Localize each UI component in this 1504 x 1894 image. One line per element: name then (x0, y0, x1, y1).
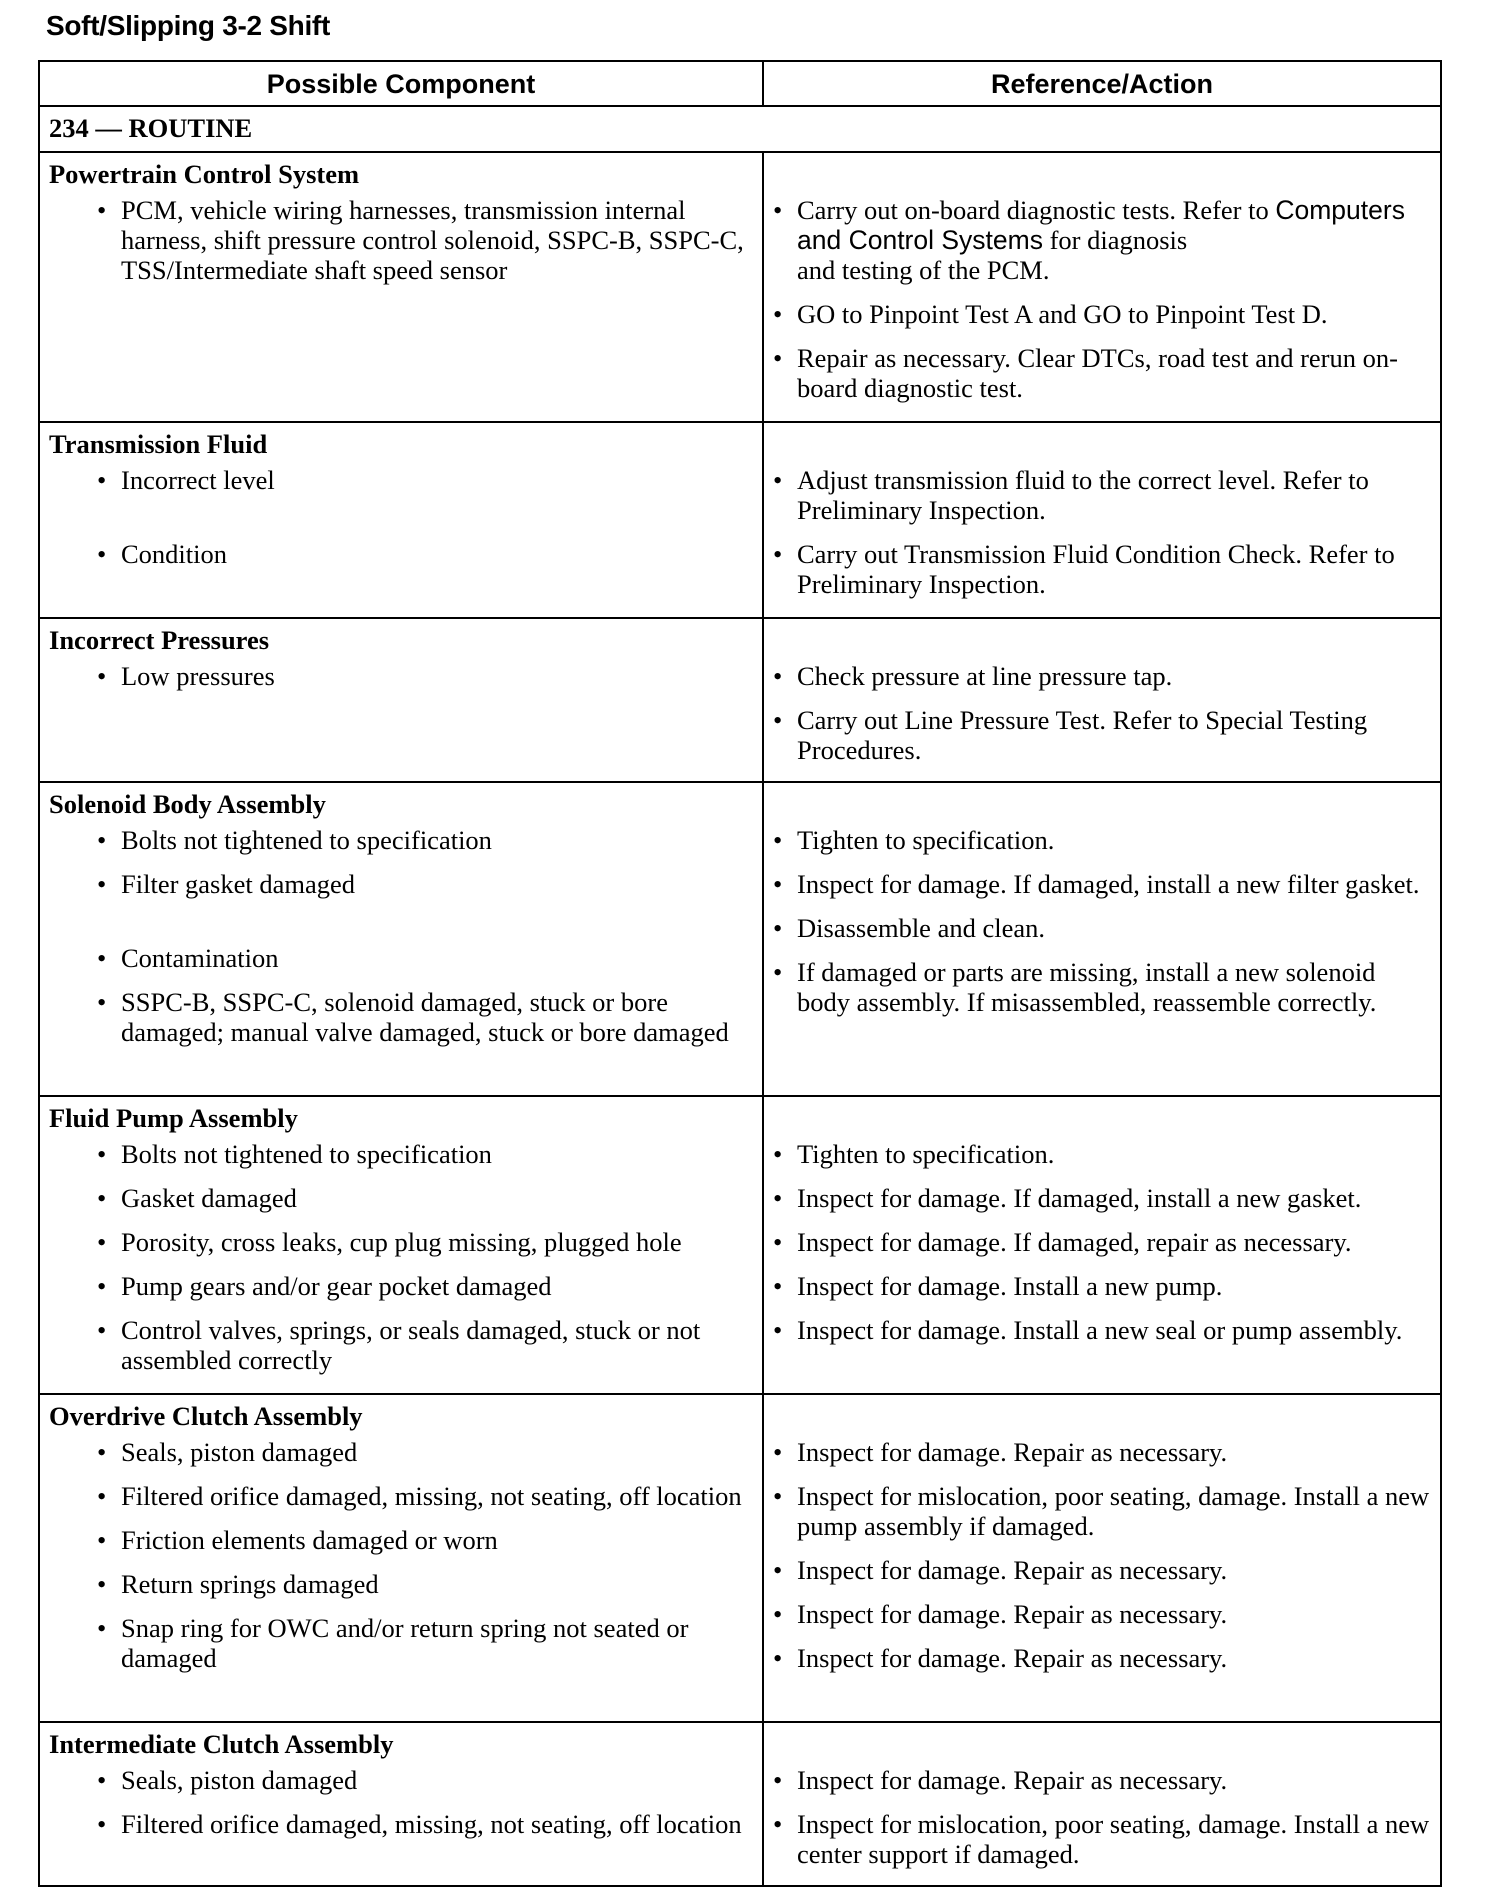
bullet-icon: • (97, 195, 107, 225)
table-row (39, 618, 1441, 782)
list-item: • Inspect for mislocation, poor seating, damage. Install a new center support if damaged. (773, 1809, 1430, 1869)
action-cell (763, 618, 1441, 782)
list-item: • Tighten to specification. (773, 1139, 1055, 1169)
diagnosis-table (38, 60, 1442, 1887)
bullet-icon: • (97, 943, 107, 973)
list-item: • Seals, piston damaged (97, 1765, 358, 1795)
bullet-icon: • (773, 465, 783, 495)
list-item: • SSPC-B, SSPC-C, solenoid damaged, stuck or bore damaged; manual valve damaged, stuck or bore damaged (97, 987, 729, 1047)
component-cell (39, 152, 763, 422)
list-item: • Inspect for damage. If damaged, repair as necessary. (773, 1227, 1352, 1257)
bullet-icon: • (773, 1271, 783, 1301)
list-item: • Inspect for damage. If damaged, install a new filter gasket. (773, 869, 1420, 899)
bullet-icon: • (773, 1809, 783, 1839)
routine-label: 234 — ROUTINE (39, 106, 1441, 152)
bullet-icon: • (97, 1613, 107, 1643)
list-item: • Inspect for damage. Install a new seal or pump assembly. (773, 1315, 1403, 1345)
bullet-icon: • (97, 825, 107, 855)
list-item: • Carry out on-board diagnostic tests. Refer to Computers and Control Systems for diagnosis and testing of the PCM. (773, 195, 1405, 285)
bullet-icon: • (773, 1315, 783, 1345)
bullet-icon: • (773, 869, 783, 899)
group-title: Solenoid Body Assembly (49, 789, 326, 819)
list-item: • Bolts not tightened to specification (97, 1139, 492, 1169)
component-cell (39, 1096, 763, 1394)
action-cell (763, 782, 1441, 1096)
bullet-icon: • (773, 195, 783, 225)
list-item: • Disassemble and clean. (773, 913, 1045, 943)
table-row (39, 422, 1441, 618)
list-item: • Tighten to specification. (773, 825, 1055, 855)
bullet-icon: • (773, 1227, 783, 1257)
bullet-icon: • (773, 539, 783, 569)
bullet-icon: • (97, 1569, 107, 1599)
bullet-icon: • (97, 1809, 107, 1839)
group-title: Incorrect Pressures (49, 625, 270, 655)
bullet-icon: • (773, 1183, 783, 1213)
bullet-icon: • (773, 957, 783, 987)
list-item: • Inspect for damage. Repair as necessary. (773, 1599, 1228, 1629)
list-item: • Filtered orifice damaged, missing, not seating, off location (97, 1809, 742, 1839)
bullet-icon: • (773, 1437, 783, 1467)
list-item: • Return springs damaged (97, 1569, 379, 1599)
list-item: • Inspect for damage. Repair as necessary. (773, 1643, 1228, 1673)
bullet-icon: • (97, 1183, 107, 1213)
list-item: • Check pressure at line pressure tap. (773, 661, 1173, 691)
bullet-icon: • (773, 1555, 783, 1585)
action-cell (763, 1394, 1441, 1722)
list-item: • GO to Pinpoint Test A and GO to Pinpoint Test D. (773, 299, 1328, 329)
component-cell (39, 1394, 763, 1722)
table-row (39, 152, 1441, 422)
bullet-icon: • (773, 1765, 783, 1795)
group-title: Fluid Pump Assembly (49, 1103, 298, 1133)
list-item: • Repair as necessary. Clear DTCs, road test and rerun on-board diagnostic test. (773, 343, 1398, 403)
table-row (39, 782, 1441, 1096)
list-item: • Inspect for mislocation, poor seating, damage. Install a new pump assembly if damaged. (773, 1481, 1430, 1541)
action-cell (763, 1096, 1441, 1394)
list-item: • Inspect for damage. Install a new pump. (773, 1271, 1223, 1301)
list-item: • Inspect for damage. Repair as necessary. (773, 1765, 1228, 1795)
list-item: • Friction elements damaged or worn (97, 1525, 498, 1555)
component-cell (39, 1722, 763, 1886)
header-action: Reference/Action (763, 61, 1441, 106)
group-title: Powertrain Control System (49, 159, 360, 189)
reference-link[interactable]: Computers and Control Systems (797, 195, 1405, 255)
component-cell (39, 618, 763, 782)
component-cell (39, 422, 763, 618)
list-item: • Carry out Line Pressure Test. Refer to Special Testing Procedures. (773, 705, 1368, 765)
bullet-icon: • (773, 661, 783, 691)
list-item: • If damaged or parts are missing, install a new solenoid body assembly. If misassembled, reassemble correctly. (773, 957, 1377, 1017)
header-component: Possible Component (39, 61, 763, 106)
bullet-icon: • (97, 465, 107, 495)
bullet-icon: • (773, 1599, 783, 1629)
group-title: Intermediate Clutch Assembly (49, 1729, 394, 1759)
action-cell (763, 152, 1441, 422)
list-item: • Adjust transmission fluid to the correct level. Refer to Preliminary Inspection. (773, 465, 1369, 525)
list-item: • PCM, vehicle wiring harnesses, transmission internal harness, shift pressure control solenoid, SSPC-B, SSPC-C, TSS/Intermediate shaft speed sensor (97, 195, 744, 285)
bullet-icon: • (773, 913, 783, 943)
bullet-icon: • (773, 1481, 783, 1511)
bullet-icon: • (773, 1643, 783, 1673)
bullet-icon: • (97, 1139, 107, 1169)
bullet-icon: • (97, 539, 107, 569)
list-item: • Contamination (97, 943, 279, 973)
bullet-icon: • (773, 299, 783, 329)
list-item: • Inspect for damage. Repair as necessary. (773, 1437, 1228, 1467)
group-title: Transmission Fluid (49, 429, 268, 459)
bullet-icon: • (97, 987, 107, 1017)
page-title: Soft/Slipping 3-2 Shift (46, 10, 330, 41)
list-item: • Filter gasket damaged (97, 869, 356, 899)
bullet-icon: • (97, 1315, 107, 1345)
bullet-icon: • (97, 1481, 107, 1511)
list-item: • Gasket damaged (97, 1183, 297, 1213)
list-item: • Low pressures (97, 661, 275, 691)
list-item: • Condition (97, 539, 228, 569)
list-item: • Snap ring for OWC and/or return spring not seated or damaged (97, 1613, 689, 1673)
table-row (39, 1394, 1441, 1722)
routine-row (39, 106, 1441, 152)
list-item: • Seals, piston damaged (97, 1437, 358, 1467)
table-row (39, 1722, 1441, 1886)
list-item: • Filtered orifice damaged, missing, not seating, off location (97, 1481, 742, 1511)
bullet-icon: • (773, 705, 783, 735)
bullet-icon: • (97, 1437, 107, 1467)
list-item: • Inspect for damage. Repair as necessary. (773, 1555, 1228, 1585)
list-item: • Inspect for damage. If damaged, install a new gasket. (773, 1183, 1362, 1213)
bullet-icon: • (97, 869, 107, 899)
group-title: Overdrive Clutch Assembly (49, 1401, 363, 1431)
bullet-icon: • (97, 1525, 107, 1555)
bullet-icon: • (97, 661, 107, 691)
bullet-icon: • (773, 343, 783, 373)
bullet-icon: • (97, 1227, 107, 1257)
list-item: • Pump gears and/or gear pocket damaged (97, 1271, 552, 1301)
action-cell (763, 1722, 1441, 1886)
list-item: • Control valves, springs, or seals damaged, stuck or not assembled correctly (97, 1315, 701, 1375)
list-item: • Porosity, cross leaks, cup plug missing, plugged hole (97, 1227, 682, 1257)
bullet-icon: • (97, 1765, 107, 1795)
action-cell (763, 422, 1441, 618)
list-item: • Bolts not tightened to specification (97, 825, 492, 855)
table-header-row (39, 61, 1441, 106)
bullet-icon: • (97, 1271, 107, 1301)
bullet-icon: • (773, 825, 783, 855)
bullet-icon: • (773, 1139, 783, 1169)
list-item: • Carry out Transmission Fluid Condition Check. Refer to Preliminary Inspection. (773, 539, 1395, 599)
table-row (39, 1096, 1441, 1394)
list-item: • Incorrect level (97, 465, 275, 495)
component-cell (39, 782, 763, 1096)
